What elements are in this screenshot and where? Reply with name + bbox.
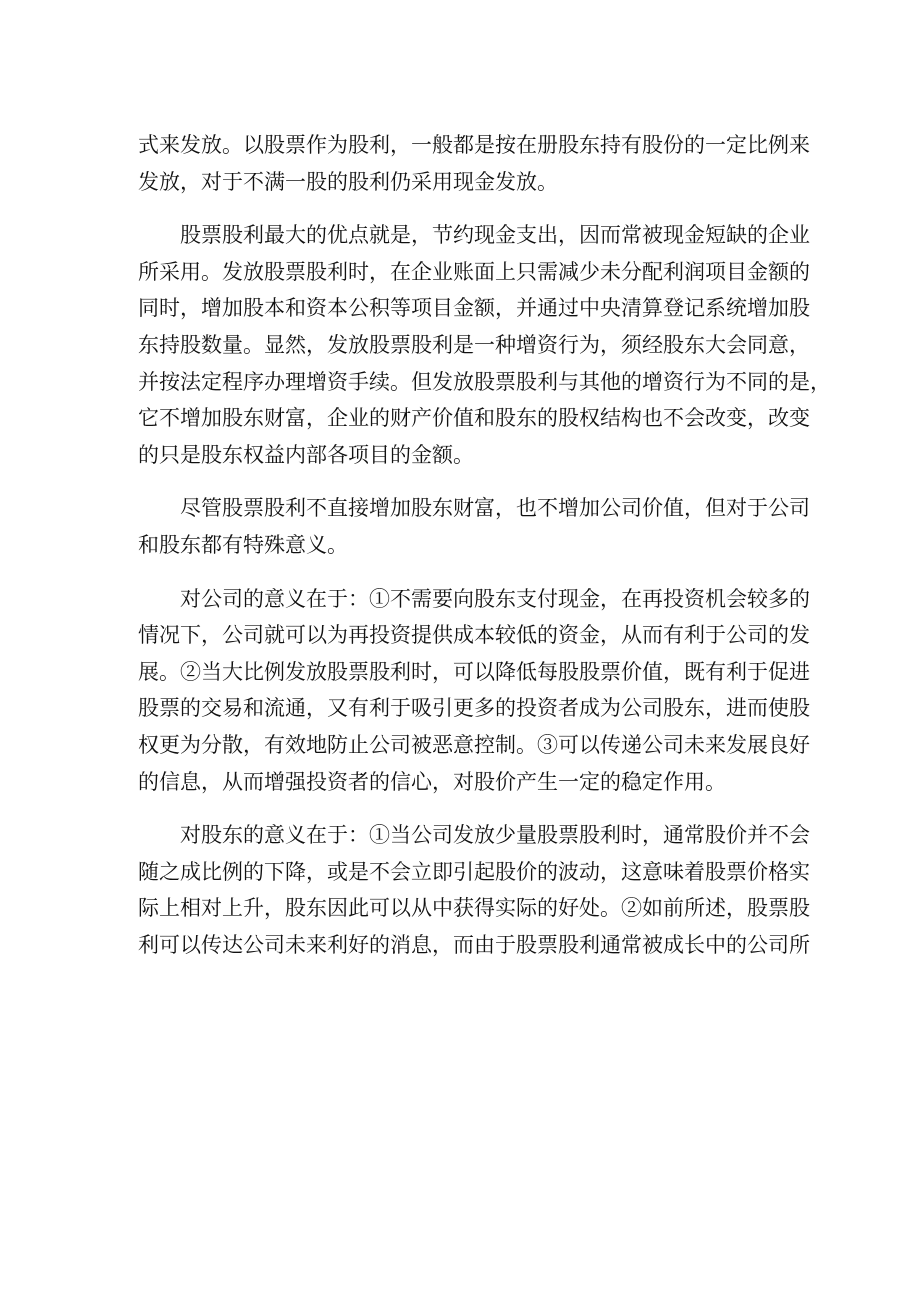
paragraph-line: 式来发放。以股票作为股利，一般都是按在册股东持有股份的一定比例来 (138, 133, 810, 157)
paragraph-line: 展。②当大比例发放股票股利时，可以降低每股股票价值，既有利于促进 (138, 659, 810, 684)
paragraph-line: 利可以传达公司未来利好的消息，而由于股票股利通常被成长中的公司所 (138, 932, 810, 957)
paragraph-line: 际上相对上升，股东因此可以从中获得实际的好处。②如前所述，股票股 (138, 896, 810, 921)
paragraph-2 (138, 217, 831, 473)
paragraph-line: 对股东的意义在于：①当公司发放少量股票股利时，通常股价并不会 (180, 823, 810, 848)
paragraph-1 (138, 127, 810, 200)
paragraph-line: 同时，增加股本和资本公积等项目金额，并通过中央清算登记系统增加股 (138, 296, 810, 321)
paragraph-4 (138, 581, 810, 801)
paragraph-line: 的信息，从而增强投资者的信心，对股价产生一定的稳定作用。 (138, 769, 726, 794)
paragraph-line: 权更为分散，有效地防止公司被恶意控制。③可以传递公司未来发展良好 (138, 732, 810, 757)
document-body (138, 127, 831, 980)
paragraph-line: 尽管股票股利不直接增加股东财富，也不增加公司价值，但对于公司 (180, 496, 810, 521)
paragraph-line: 发放，对于不满一股的股利仍采用现金发放。 (138, 169, 558, 194)
paragraph-line: 并按法定程序办理增资手续。但发放股票股利与其他的增资行为不同的是， (138, 369, 831, 394)
paragraph-line: 情况下，公司就可以为再投资提供成本较低的资金，从而有利于公司的发 (138, 623, 810, 648)
paragraph-line: 和股东都有特殊意义。 (138, 532, 348, 557)
paragraph-line: 股票股利最大的优点就是，节约现金支出，因而常被现金短缺的企业 (180, 223, 810, 248)
paragraph-3 (138, 490, 810, 563)
paragraph-line: 东持股数量。显然，发放股票股利是一种增资行为，须经股东大会同意， (138, 332, 810, 357)
paragraph-line: 所采用。发放股票股利时，在企业账面上只需减少未分配利润项目金额的 (138, 259, 810, 284)
paragraph-line: 股票的交易和流通，又有利于吸引更多的投资者成为公司股东，进而使股 (138, 696, 810, 721)
paragraph-line: 对公司的意义在于：①不需要向股东支付现金，在再投资机会较多的 (180, 586, 810, 611)
paragraph-line: 的只是股东权益内部各项目的金额。 (138, 442, 474, 467)
paragraph-line: 它不增加股东财富，企业的财产价值和股东的股权结构也不会改变，改变 (138, 406, 810, 431)
paragraph-line: 随之成比例的下降，或是不会立即引起股价的波动，这意味着股票价格实 (138, 859, 810, 884)
paragraph-5 (138, 817, 810, 963)
